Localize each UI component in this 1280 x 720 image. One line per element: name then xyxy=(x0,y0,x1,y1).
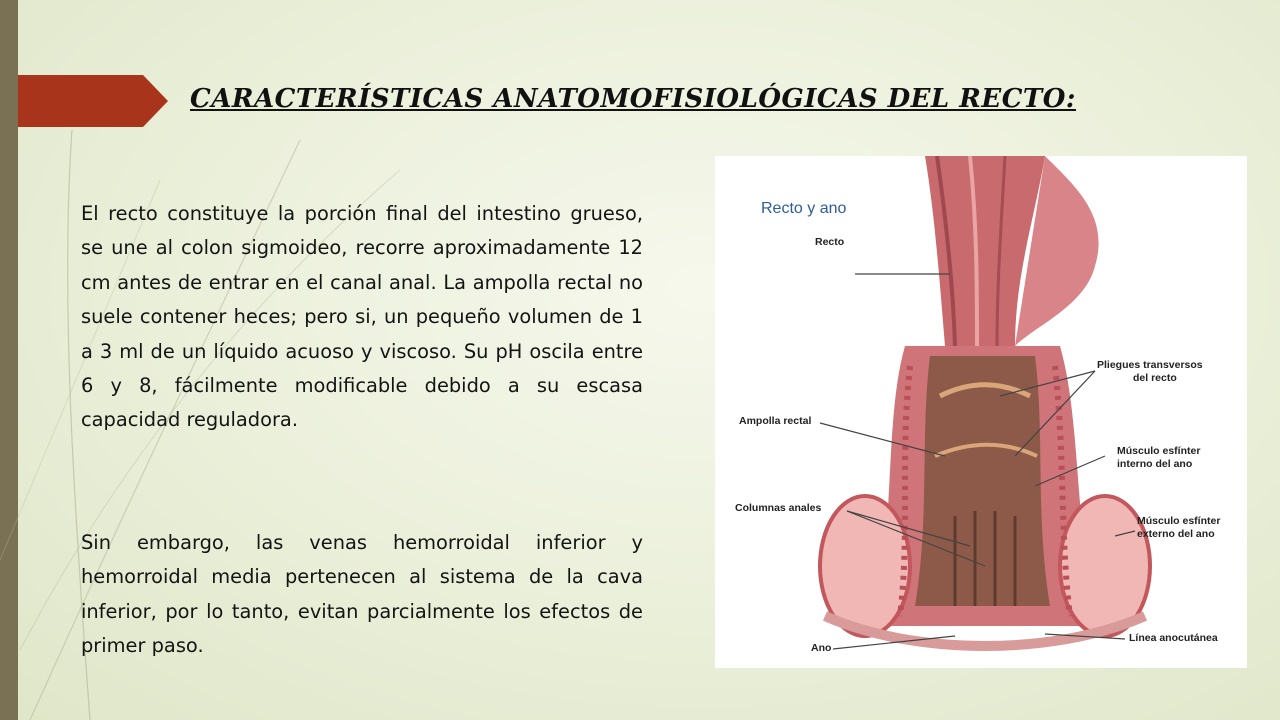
rectum-illustration xyxy=(715,156,1247,668)
label-pliegues-line1: Pliegues transversos xyxy=(1097,359,1203,371)
label-pliegues-line2: del recto xyxy=(1133,372,1177,384)
label-esfinter-interno-line1: Músculo esfínter xyxy=(1117,445,1201,457)
label-recto: Recto xyxy=(815,236,845,248)
paragraph-1: El recto constituye la porción final del intestino grueso, se une al colon sigmoideo, recorre aproximadamente 12 cm antes de entrar en el canal anal. La ampolla rectal no suele contener heces; pero si, un pequeño volumen de 1 a 3 ml de un líquido acuoso y viscoso. Su pH oscila entre 6 y 8, fácilmente modificable debido a su escasa capacidad reguladora. xyxy=(81,202,643,432)
figure-title: Recto y ano xyxy=(761,200,847,217)
label-esfinter-interno-line2: interno del ano xyxy=(1117,458,1193,470)
label-esfinter-externo-line2: externo del ano xyxy=(1137,528,1215,540)
slide-title: CARACTERÍSTICAS ANATOMOFISIOLÓGICAS DEL RECTO: xyxy=(190,84,1076,114)
label-columnas: Columnas anales xyxy=(735,502,822,514)
title-arrow-shape xyxy=(18,75,168,127)
label-linea-anocutanea: Línea anocutánea xyxy=(1129,632,1218,644)
label-ano: Ano xyxy=(811,642,832,654)
label-ampolla: Ampolla rectal xyxy=(739,415,812,427)
paragraph-2: Sin embargo, las venas hemorroidal inferior y hemorroidal media pertenecen al sistema de la cava inferior, por lo tanto, evitan parcialmente los efectos de primer paso. xyxy=(81,531,643,658)
rectum-anatomy-figure xyxy=(715,156,1247,668)
label-esfinter-externo-line1: Músculo esfínter xyxy=(1137,515,1221,527)
